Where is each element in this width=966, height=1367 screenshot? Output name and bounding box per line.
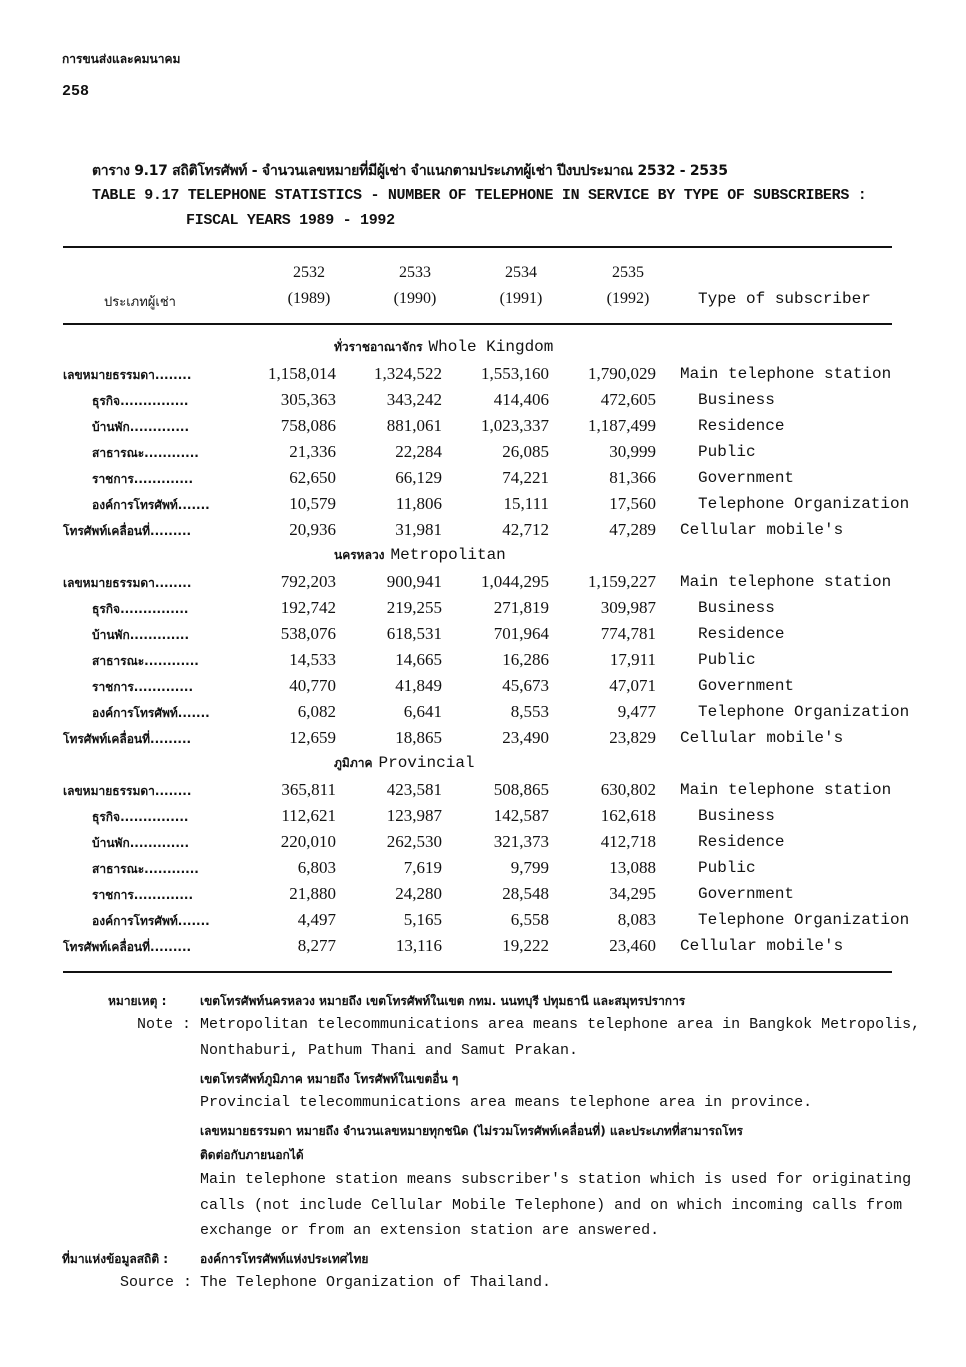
table-title-thai: ตาราง 9.17 สถิติโทรศัพท์ - จำนวนเลขหมายที่มีผู้เช่า จำแนกตามประเภทผู้เช่า ปีงบประมาณ 2532 - 2535 (92, 163, 728, 179)
cell-value: 412,718 (600, 832, 656, 851)
row-label-thai: องค์การโทรศัพท์....... (92, 706, 210, 720)
row-label-thai: องค์การโทรศัพท์....... (92, 914, 210, 928)
cell-value: 10,579 (289, 494, 336, 513)
cell-value: 14,533 (289, 650, 336, 669)
cell-value: 24,280 (395, 884, 442, 903)
cell-value: 5,165 (403, 910, 442, 929)
note-label-thai: หมายเหตุ : (108, 994, 167, 1008)
col-header-2534 (476, 260, 566, 312)
note-en-6: exchange or from an extension station are answered. (200, 1222, 660, 1239)
cell-value: 34,295 (609, 884, 656, 903)
row-label-thai: องค์การโทรศัพท์....... (92, 498, 210, 512)
cell-value: 1,553,160 (481, 364, 549, 383)
col-year-be: 2532 (293, 264, 325, 281)
table-row (0, 492, 966, 518)
row-label-thai: ธุรกิจ............... (92, 602, 189, 616)
cell-value: 1,044,295 (481, 572, 549, 591)
cell-value: 112,621 (281, 806, 336, 825)
col-header-2532 (264, 260, 354, 312)
cell-value: 20,936 (289, 520, 336, 539)
cell-value: 23,829 (609, 728, 656, 747)
table-row (0, 778, 966, 804)
row-label-english: Telephone Organization (698, 911, 910, 929)
cell-value: 23,490 (502, 728, 549, 747)
row-label-english: Cellular mobile's (680, 937, 844, 955)
row-label-thai: โทรศัพท์เคลื่อนที่......... (63, 940, 192, 954)
note-label: Note : (137, 1016, 192, 1033)
note-en-3: Provincial telecommunications area means telephone area in province. (200, 1094, 813, 1111)
cell-value: 162,618 (600, 806, 656, 825)
row-label-thai: โทรศัพท์เคลื่อนที่......... (63, 732, 192, 746)
row-label-thai: บ้านพัก............. (92, 420, 189, 434)
cell-value: 701,964 (493, 624, 549, 643)
cell-value: 423,581 (386, 780, 442, 799)
cell-value: 305,363 (280, 390, 336, 409)
section-heading (334, 754, 475, 773)
cell-value: 472,605 (600, 390, 656, 409)
row-label-english: Main telephone station (680, 573, 892, 591)
cell-value: 28,548 (502, 884, 549, 903)
note-thai-1: เขตโทรศัพท์นครหลวง หมายถึง เขตโทรศัพท์ในเขต กทม. นนทบุรี ปทุมธานี และสมุทรปราการ (200, 994, 686, 1008)
cell-value: 881,061 (386, 416, 442, 435)
table-row (0, 362, 966, 388)
table-row (0, 570, 966, 596)
cell-value: 618,531 (386, 624, 442, 643)
cell-value: 21,336 (289, 442, 336, 461)
row-label-thai: ธุรกิจ............... (92, 810, 189, 824)
cell-value: 8,277 (297, 936, 336, 955)
cell-value: 17,911 (609, 650, 656, 669)
section-heading-english: Metropolitan (390, 546, 506, 564)
row-label-english: Residence (698, 625, 785, 643)
cell-value: 1,023,337 (481, 416, 549, 435)
section-heading (334, 546, 506, 565)
row-label-english: Telephone Organization (698, 703, 910, 721)
cell-value: 62,650 (289, 468, 336, 487)
cell-value: 1,324,522 (374, 364, 442, 383)
row-label-thai: เลขหมายธรรมดา........ (63, 368, 192, 382)
row-label-english: Cellular mobile's (680, 729, 844, 747)
col-year-ad: (1990) (393, 290, 437, 307)
row-label-thai: เลขหมายธรรมดา........ (63, 576, 192, 590)
cell-value: 9,477 (617, 702, 656, 721)
table-row (0, 934, 966, 960)
col-year-ad: (1992) (606, 290, 650, 307)
table-title-english-line2: FISCAL YEARS 1989 - 1992 (186, 212, 395, 229)
col-header-2533 (370, 260, 460, 312)
col-year-be: 2533 (399, 264, 431, 281)
table-row (0, 596, 966, 622)
table-row (0, 388, 966, 414)
cell-value: 414,406 (493, 390, 549, 409)
table-row (0, 856, 966, 882)
table-row (0, 674, 966, 700)
cell-value: 31,981 (395, 520, 442, 539)
section-heading-thai: นครหลวง (334, 548, 385, 562)
cell-value: 47,071 (609, 676, 656, 695)
col-year-ad: (1991) (499, 290, 543, 307)
table-row (0, 440, 966, 466)
row-label-english: Public (698, 443, 756, 461)
row-label-english: Business (698, 807, 775, 825)
section-heading (334, 338, 553, 357)
table-header-rule (63, 323, 892, 325)
cell-value: 6,803 (297, 858, 336, 877)
cell-value: 508,865 (493, 780, 549, 799)
cell-value: 66,129 (395, 468, 442, 487)
row-label-thai: เลขหมายธรรมดา........ (63, 784, 192, 798)
note-en-5: calls (not include Cellular Mobile Telephone) and on which incoming calls from (200, 1197, 903, 1214)
cell-value: 13,088 (609, 858, 656, 877)
note-thai-2: เขตโทรศัพท์ภูมิภาค หมายถึง โทรศัพท์ในเขตอื่น ๆ (200, 1072, 459, 1086)
row-label-english: Government (698, 677, 795, 695)
row-label-thai: ราชการ............. (92, 680, 194, 694)
row-label-english: Residence (698, 833, 785, 851)
col-year-be: 2534 (505, 264, 537, 281)
table-title-english: TABLE 9.17 TELEPHONE STATISTICS - NUMBER OF TELEPHONE IN SERVICE BY TYPE OF SUBSCRIBERS : (92, 187, 867, 204)
cell-value: 14,665 (395, 650, 442, 669)
cell-value: 4,497 (297, 910, 336, 929)
row-label-thai: สาธารณะ............ (92, 862, 199, 876)
cell-value: 23,460 (609, 936, 656, 955)
section-heading-english: Whole Kingdom (428, 338, 554, 356)
cell-value: 13,116 (395, 936, 442, 955)
table-row (0, 414, 966, 440)
cell-value: 1,159,227 (588, 572, 656, 591)
table-row (0, 518, 966, 544)
table-bottom-rule (63, 971, 892, 973)
source-thai: องค์การโทรศัพท์แห่งประเทศไทย (200, 1252, 369, 1266)
cell-value: 81,366 (609, 468, 656, 487)
row-label-english: Residence (698, 417, 785, 435)
cell-value: 192,742 (280, 598, 336, 617)
row-label-english: Main telephone station (680, 781, 892, 799)
note-en-2: Nonthaburi, Pathum Thani and Samut Prakan. (200, 1042, 579, 1059)
section-heading-english: Provincial (378, 754, 475, 772)
row-label-english: Public (698, 651, 756, 669)
cell-value: 7,619 (403, 858, 442, 877)
cell-value: 6,082 (297, 702, 336, 721)
cell-value: 40,770 (289, 676, 336, 695)
cell-value: 219,255 (386, 598, 442, 617)
cell-value: 47,289 (609, 520, 656, 539)
table-row (0, 830, 966, 856)
col-header-thai: ประเภทผู้เช่า (104, 295, 176, 310)
cell-value: 19,222 (502, 936, 549, 955)
note-thai-3b: ติดต่อกับภายนอกได้ (200, 1148, 304, 1162)
table-row (0, 726, 966, 752)
row-label-thai: บ้านพัก............. (92, 836, 189, 850)
row-label-english: Business (698, 599, 775, 617)
note-en-1: Metropolitan telecommunications area means telephone area in Bangkok Metropolis, (200, 1016, 921, 1033)
cell-value: 15,111 (503, 494, 549, 513)
table-row (0, 908, 966, 934)
section-heading-thai: ทั่วราชอาณาจักร (334, 340, 423, 354)
cell-value: 42,712 (502, 520, 549, 539)
cell-value: 11,806 (395, 494, 442, 513)
source-label: Source : (120, 1274, 193, 1291)
cell-value: 41,849 (395, 676, 442, 695)
cell-value: 142,587 (493, 806, 549, 825)
row-label-thai: โทรศัพท์เคลื่อนที่......... (63, 524, 192, 538)
cell-value: 18,865 (395, 728, 442, 747)
cell-value: 6,558 (510, 910, 549, 929)
source-text: The Telephone Organization of Thailand. (200, 1274, 552, 1291)
cell-value: 21,880 (289, 884, 336, 903)
cell-value: 17,560 (609, 494, 656, 513)
table-row (0, 648, 966, 674)
cell-value: 1,158,014 (268, 364, 336, 383)
table-row (0, 700, 966, 726)
cell-value: 26,085 (502, 442, 549, 461)
cell-value: 365,811 (281, 780, 336, 799)
row-label-thai: สาธารณะ............ (92, 446, 199, 460)
col-year-ad: (1989) (287, 290, 331, 307)
cell-value: 262,530 (386, 832, 442, 851)
row-label-english: Cellular mobile's (680, 521, 844, 539)
row-label-english: Government (698, 885, 795, 903)
row-label-thai: ราชการ............. (92, 888, 194, 902)
note-en-4: Main telephone station means subscriber's station which is used for originating (200, 1171, 912, 1188)
cell-value: 9,799 (510, 858, 549, 877)
cell-value: 12,659 (289, 728, 336, 747)
source-label-thai: ที่มาแห่งข้อมูลสถิติ : (62, 1252, 169, 1266)
row-label-thai: สาธารณะ............ (92, 654, 199, 668)
cell-value: 8,553 (510, 702, 549, 721)
table-row (0, 882, 966, 908)
row-label-english: Telephone Organization (698, 495, 910, 513)
page-number: 258 (62, 83, 90, 100)
cell-value: 774,781 (600, 624, 656, 643)
row-label-thai: บ้านพัก............. (92, 628, 189, 642)
cell-value: 45,673 (502, 676, 549, 695)
col-header-2535 (583, 260, 673, 312)
table-row (0, 466, 966, 492)
col-year-be: 2535 (612, 264, 644, 281)
table-row (0, 622, 966, 648)
cell-value: 309,987 (600, 598, 656, 617)
row-label-thai: ราชการ............. (92, 472, 194, 486)
cell-value: 271,819 (493, 598, 549, 617)
cell-value: 8,083 (617, 910, 656, 929)
row-label-english: Government (698, 469, 795, 487)
cell-value: 758,086 (280, 416, 336, 435)
cell-value: 123,987 (386, 806, 442, 825)
row-label-english: Public (698, 859, 756, 877)
cell-value: 22,284 (395, 442, 442, 461)
row-label-thai: ธุรกิจ............... (92, 394, 189, 408)
cell-value: 900,941 (386, 572, 442, 591)
row-label-english: Main telephone station (680, 365, 892, 383)
col-header-english: Type of subscriber (698, 290, 871, 308)
cell-value: 1,790,029 (588, 364, 656, 383)
table-row (0, 804, 966, 830)
table-top-rule (63, 246, 892, 248)
row-label-english: Business (698, 391, 775, 409)
note-thai-3a: เลขหมายธรรมดา หมายถึง จำนวนเลขหมายทุกชนิด (ไม่รวมโทรศัพท์เคลื่อนที่) และประเภทที่สามารถโทร (200, 1124, 743, 1138)
cell-value: 538,076 (280, 624, 336, 643)
cell-value: 220,010 (280, 832, 336, 851)
cell-value: 630,802 (600, 780, 656, 799)
running-header: การขนส่งและคมนาคม (62, 52, 181, 66)
cell-value: 1,187,499 (588, 416, 656, 435)
cell-value: 321,373 (493, 832, 549, 851)
cell-value: 792,203 (280, 572, 336, 591)
cell-value: 30,999 (609, 442, 656, 461)
cell-value: 16,286 (502, 650, 549, 669)
cell-value: 74,221 (502, 468, 549, 487)
section-heading-thai: ภูมิภาค (334, 756, 373, 770)
cell-value: 343,242 (386, 390, 442, 409)
cell-value: 6,641 (403, 702, 442, 721)
